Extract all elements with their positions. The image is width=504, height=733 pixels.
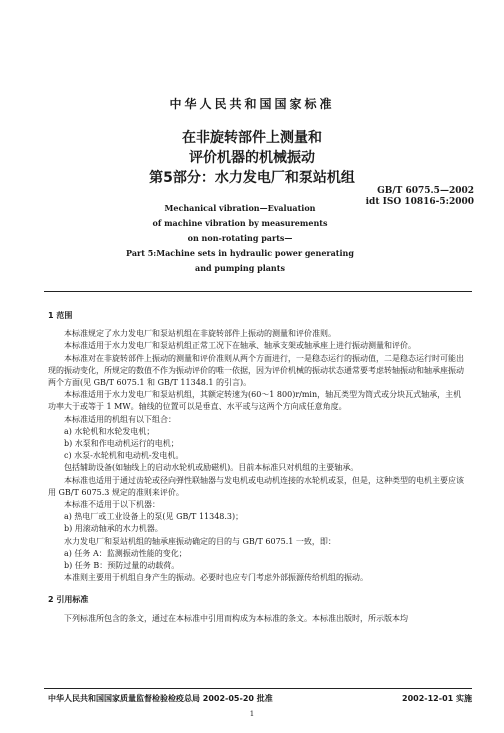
page-number: 1: [249, 710, 255, 718]
chinese-title: [60, 128, 444, 188]
paragraph: 水力发电厂和泵站机组的轴承座振动确定的目的与 GB/T 6075.1 一致，即：: [64, 536, 336, 546]
english-title-line: on non-rotating parts—: [187, 233, 293, 243]
header-divider: [44, 291, 472, 292]
paragraph: 下列标准所包含的条文，通过在本标准中引用而构成为本标准的条文。本标准出版时，所示版本均: [64, 613, 408, 623]
title-line-3: 第5部分：水力发电厂和泵站机组: [149, 170, 355, 186]
title-line-1: 在非旋转部件上测量和: [182, 130, 322, 146]
paragraph: 本标准适用的机组有以下组合：: [64, 414, 176, 424]
english-title-line: and pumping plants: [195, 263, 285, 273]
document-body: [48, 308, 468, 625]
issuing-authority-header: 中华人民共和国国家标准: [169, 97, 335, 111]
paragraph: 本标准对在非旋转部件上振动的测量和评价准则从两个方面进行，一是稳态运行的振动值，二是稳态运行时可能出现的振动变化，所规定的数值不作为振动评价的唯一依据，因为评价机械的振动状态通常要考虑转轴振动和轴承座振动两个方面(见 GB/T 6075.1 和 GB/T 11348.1 的引言)。: [48, 353, 464, 388]
gb-number: GB/T 6075.5—2002: [377, 186, 474, 196]
list-item: a) 热电厂或工业设备上的泵(见 GB/T 11348.3)；: [64, 512, 244, 522]
list-item: a) 任务 A：监测振动性能的变化；: [64, 548, 187, 558]
title-line-2: 评价机器的机械振动: [189, 150, 315, 166]
footer-divider: [44, 688, 472, 689]
list-item: b) 水泵和作电动机运行的电机；: [64, 439, 179, 449]
english-title-line: Mechanical vibration—Evaluation: [164, 203, 316, 213]
paragraph: 包括辅助设备(如轴线上的启动水轮机或励磁机)。目前本标准只对机组的主要轴承。: [64, 463, 359, 473]
paragraph: 本标准规定了水力发电厂和泵站机组在非旋转部件上振动的测量和评价准则。: [64, 329, 336, 339]
section-heading-references: 2 引用标准: [48, 595, 89, 605]
list-item: c) 水泵-水轮机和电动机-发电机。: [64, 451, 184, 461]
implementation-date: 2002-12-01 实施: [402, 694, 472, 703]
paragraph: 本标准适用于水力发电厂和泵站机组正常工况下在轴承、轴承支架或轴承座上进行振动测量和评价。: [64, 341, 416, 351]
english-title-line: Part 5:Machine sets in hydraulic power generating: [126, 248, 354, 258]
section-heading-scope: 1 范围: [48, 311, 73, 320]
paragraph: 本标准不适用于以下机器：: [64, 500, 160, 510]
paragraph: 本准则主要用于机组自身产生的振动。必要时也应专门考虑外部振源传给机组的振动。: [64, 573, 368, 583]
iso-equivalence: idt ISO 10816-5:2000: [365, 197, 474, 207]
approval-statement: 中华人民共和国国家质量监督检验检疫总局 2002-05-20 批准: [48, 694, 273, 703]
english-title: [40, 201, 440, 276]
list-item: b) 任务 B：预防过量的动载荷。: [64, 561, 180, 571]
english-title-line: of machine vibration by measurements: [152, 218, 328, 228]
list-item: a) 水轮机和水轮发电机；: [64, 426, 155, 436]
list-item: b) 用滚动轴承的水力机器。: [64, 524, 163, 534]
paragraph: 本标准适用于水力发电厂和泵站机组，其额定转速为(60～1 800)r/min，轴瓦类型为筒式或分块瓦式轴承，主机功率大于或等于 1 MW。轴线的位置可以是垂直、水平或与这两个方向成任意角度。: [48, 390, 462, 412]
paragraph: 本标准也适用于通过齿轮或径向弹性联轴器与发电机或电动机连接的水轮机或泵，但是，这种类型的电机主要应该用 GB/T 6075.3 规定的准则来评价。: [48, 475, 464, 497]
